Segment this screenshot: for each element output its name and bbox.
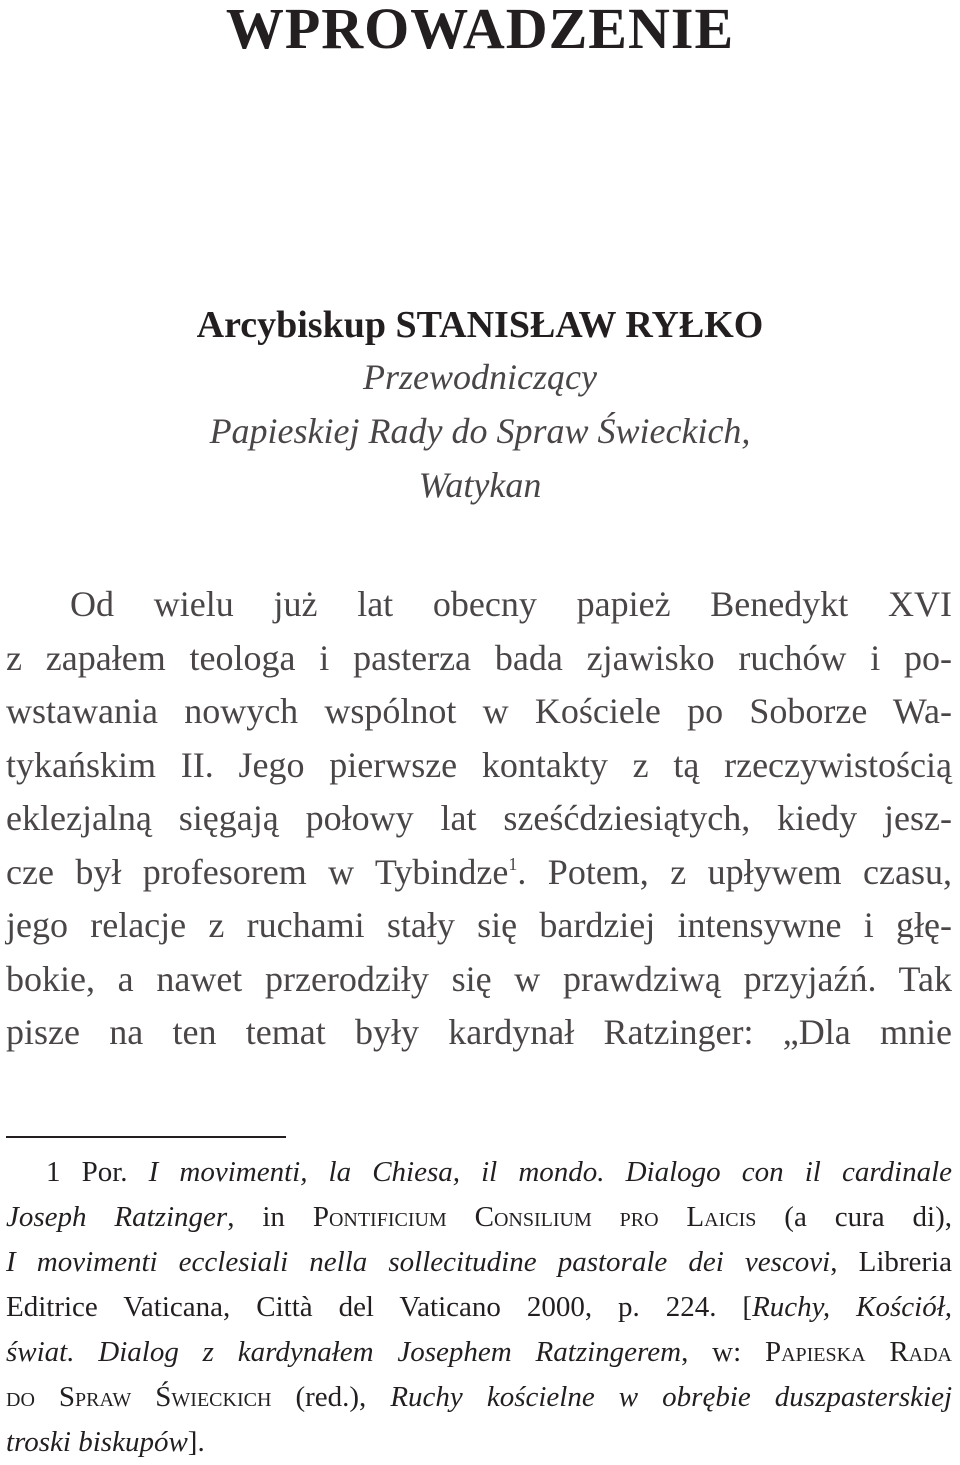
body-line-7: jego relacje z ruchami stały się bardziej intensywne i głę- (6, 905, 952, 945)
footnote-divider (6, 1136, 286, 1138)
footnote-italic-title: Ruchy, Kościół, (752, 1291, 952, 1323)
author-role-line-3: Watykan (418, 465, 542, 505)
footnote-text: , Libreria (830, 1246, 952, 1278)
footnote-publisher: Pontificium Consilium pro Laicis (312, 1201, 757, 1233)
footnote-publisher: do Spraw Świeckich (6, 1381, 272, 1413)
footnote-text: (red.), (271, 1381, 391, 1413)
author-block (0, 300, 960, 512)
footnote-text: (a cura di), (756, 1201, 952, 1233)
body-line-2: z zapałem teologa i pasterza bada zjawisko ruchów i po- (6, 637, 952, 678)
footnote-line-4 (6, 1285, 952, 1330)
author-role-line-2: Papieskiej Rady do Spraw Świeckich, (209, 411, 751, 451)
footnote-line-3 (6, 1240, 952, 1285)
footnote-line-6 (6, 1375, 952, 1420)
body-line-1: Od wielu już lat obecny papież Benedykt XVI (70, 584, 952, 624)
body-line-4: tykańskim II. Jego pierwsze kontakty z tą rzeczywistością (6, 744, 952, 785)
body-line-9: pisze na ten temat były kardynał Ratzinger: „Dla mnie (6, 1012, 952, 1052)
footnote-italic-title: troski biskupów (6, 1426, 188, 1458)
footnote-italic-title: I movimenti ecclesiali nella sollecitudine pastorale dei vescovi (6, 1246, 831, 1278)
footnote-italic-title: I movimenti, la Chiesa, il mondo. Dialogo con il cardinale (148, 1156, 953, 1188)
chapter-title: WPROWADZENIE (225, 0, 735, 61)
footnote-line-5 (6, 1330, 952, 1375)
body-line-5: eklezjalną sięgają połowy lat sześćdziesiątych, kiedy jesz- (6, 798, 952, 838)
footnote-italic-title: świat. Dialog z kardynałem Josephem Ratzingerem (6, 1336, 682, 1368)
body-line-6-continued: . Potem, z upływem czasu, (517, 851, 952, 892)
footnote-text: ]. (187, 1426, 205, 1458)
footnote-text: , in (227, 1201, 313, 1233)
footnote-text: Editrice Vaticana, Città del Vaticano 2000, p. 224. [ (6, 1291, 753, 1323)
footnote-line-7 (6, 1420, 952, 1465)
body-paragraph (6, 578, 952, 1060)
body-line-8: bokie, a nawet przerodziły się w prawdziwą przyjaźń. Tak (6, 958, 952, 999)
footnote-publisher: Papieska Rada (764, 1336, 953, 1368)
footnote-line-2 (6, 1195, 952, 1240)
footnote-number: 1 (46, 1156, 61, 1188)
body-line-6-text: cze był profesorem w Tybindze (6, 851, 509, 892)
author-name: Arcybiskup STANISŁAW RYŁKO (196, 304, 764, 346)
footnote-line-1 (6, 1150, 952, 1195)
body-line-3: wstawania nowych wspólnot w Kościele po Soborze Wa- (6, 691, 952, 731)
footnote-italic-title: Joseph Ratzinger (6, 1201, 228, 1233)
footnote-italic-title: Ruchy kościelne w obrębie duszpasterskiej (390, 1381, 953, 1413)
author-role-line-1: Przewodniczący (363, 357, 597, 397)
footnote-text: Por. (81, 1156, 149, 1188)
footnote (6, 1150, 952, 1465)
footnote-text: , w: (681, 1336, 765, 1368)
body-line-6 (6, 846, 952, 900)
footnote-reference: 1 (508, 853, 518, 874)
